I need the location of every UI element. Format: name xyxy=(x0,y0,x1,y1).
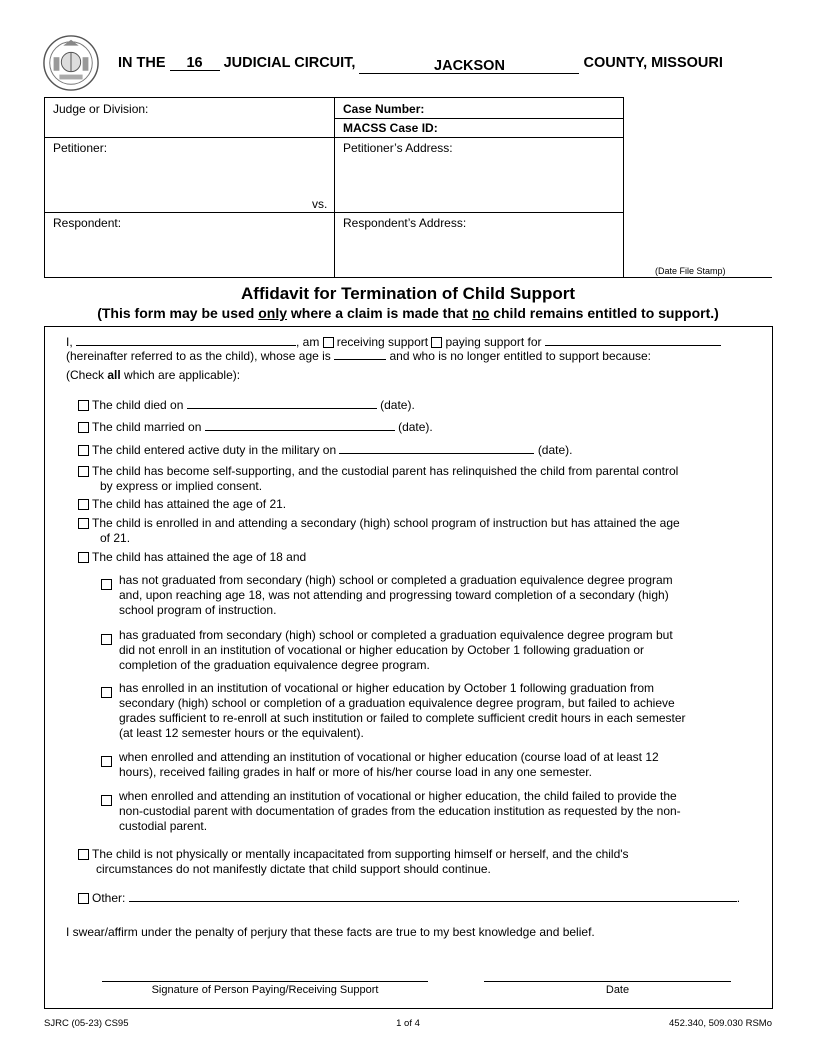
child-married-checkbox[interactable] xyxy=(78,422,89,433)
case-caption-table xyxy=(44,97,624,278)
court-header xyxy=(118,55,723,74)
circuit-number[interactable]: 16 xyxy=(170,56,220,71)
self-supporting-checkbox[interactable] xyxy=(78,466,89,477)
option-age-21: The child has attained the age of 21. xyxy=(78,497,286,512)
graduated-not-enrolled-checkbox[interactable] xyxy=(101,634,112,645)
date-file-stamp-label: (Date File Stamp) xyxy=(655,266,726,276)
intro-line-2: (hereinafter referred to as the child), whose age is and who is no longer entitled to support because: xyxy=(66,349,652,363)
header-prefix: IN THE xyxy=(118,55,166,71)
respondent-address-label[interactable]: Respondent’s Address: xyxy=(343,216,467,230)
respondent-label[interactable]: Respondent: xyxy=(53,216,122,230)
header-county-suffix: COUNTY, MISSOURI xyxy=(583,55,723,71)
case-number-label[interactable]: Case Number: xyxy=(343,102,425,116)
child-age-blank[interactable] xyxy=(334,347,386,360)
option-self-supporting-cont: by express or implied consent. xyxy=(100,479,263,493)
age-18-checkbox[interactable] xyxy=(78,552,89,563)
affiant-name-blank[interactable] xyxy=(76,333,296,346)
oath-statement: I swear/affirm under the penalty of perjury that these facts are true to my best knowledge and belief. xyxy=(66,925,595,939)
no-grade-documentation-checkbox[interactable] xyxy=(101,795,112,806)
not-incapacitated-checkbox[interactable] xyxy=(78,849,89,860)
check-instruction: (Check all which are applicable): xyxy=(66,368,241,382)
date-line[interactable] xyxy=(484,981,731,982)
petitioner-address-label[interactable]: Petitioner’s Address: xyxy=(343,141,453,155)
age-21-checkbox[interactable] xyxy=(78,499,89,510)
judge-division-label[interactable]: Judge or Division: xyxy=(53,102,149,116)
option-not-incapacitated-cont: circumstances do not manifestly dictate that child support should continue. xyxy=(96,862,491,876)
sub-option-failing-grades: when enrolled and attending an institution of vocational or higher education (course load of at least 12 hours), received failing grades in half or more of his/her course load in any one semester. xyxy=(119,750,659,779)
other-reason-blank[interactable] xyxy=(129,889,737,902)
option-enrolled-over-21-cont: of 21. xyxy=(100,531,131,545)
footer-form-id: SJRC (05-23) CS95 xyxy=(44,1018,129,1029)
sub-option-no-grade-documentation: when enrolled and attending an institution of vocational or higher education, the child failed to provide the non-custodial parent with documentation of grades from the education institution as requested by the non- custodial parent. xyxy=(119,789,681,833)
option-age-18: The child has attained the age of 18 and xyxy=(78,550,306,565)
missouri-state-seal xyxy=(42,34,100,92)
insufficient-grades-checkbox[interactable] xyxy=(101,687,112,698)
signature-line[interactable] xyxy=(102,981,428,982)
option-other: Other: . xyxy=(78,889,740,906)
file-stamp-line xyxy=(624,277,772,278)
county-name[interactable]: JACKSON xyxy=(359,59,579,74)
option-child-died: The child died on (date). xyxy=(78,396,415,413)
failing-grades-checkbox[interactable] xyxy=(101,756,112,767)
header-circuit-label: JUDICIAL CIRCUIT, xyxy=(223,55,356,71)
signature-label: Signature of Person Paying/Receiving Support xyxy=(151,984,379,996)
form-title: Affidavit for Termination of Child Support xyxy=(241,284,575,303)
option-enrolled-over-21: The child is enrolled in and attending a secondary (high) school program of instruction but has attained the age xyxy=(78,516,680,531)
form-subtitle: (This form may be used only where a claim is made that no child remains entitled to support.) xyxy=(97,305,719,321)
option-military: The child entered active duty in the military on (date). xyxy=(78,441,573,458)
not-graduated-checkbox[interactable] xyxy=(101,579,112,590)
military-date-blank[interactable] xyxy=(339,441,534,454)
sub-option-not-graduated: has not graduated from secondary (high) school or completed a graduation equivalence degree program and, upon reaching age 18, was not attending and progressing toward completion of a secondary (high) school program of instruction. xyxy=(119,573,673,617)
petitioner-label[interactable]: Petitioner: xyxy=(53,141,108,155)
child-died-checkbox[interactable] xyxy=(78,400,89,411)
footer-statute: 452.340, 509.030 RSMo xyxy=(669,1018,772,1029)
marriage-date-blank[interactable] xyxy=(205,418,395,431)
intro-line-1: I, , am receiving support paying support for xyxy=(66,333,721,350)
option-not-incapacitated: The child is not physically or mentally incapacitated from supporting himself or herself, and the child's xyxy=(78,847,629,862)
military-checkbox[interactable] xyxy=(78,445,89,456)
child-name-blank[interactable] xyxy=(545,333,721,346)
option-self-supporting: The child has become self-supporting, and the custodial parent has relinquished the child from parental control xyxy=(78,464,678,479)
date-label: Date xyxy=(605,984,630,996)
option-child-married: The child married on (date). xyxy=(78,418,433,435)
versus-label: vs. xyxy=(312,197,328,211)
enrolled-over-21-checkbox[interactable] xyxy=(78,518,89,529)
macss-case-id-label[interactable]: MACSS Case ID: xyxy=(343,121,438,135)
sub-option-graduated-not-enrolled: has graduated from secondary (high) school or completed a graduation equivalence degree program but did not enroll in an institution of vocational or higher education by October 1 following graduation or completion of the graduation equivalence degree program. xyxy=(119,628,673,672)
sub-option-insufficient-grades: has enrolled in an institution of vocational or higher education by October 1 following graduation from secondary (high) school or completion of a graduation equivalence degree program, but failed to achieve grades sufficient to re-enroll at such institution or failed to complete sufficient credit hours in each semester (at least 12 semester hours or the equivalent). xyxy=(119,681,686,740)
death-date-blank[interactable] xyxy=(187,396,377,409)
footer-page-number: 1 of 4 xyxy=(396,1018,420,1029)
other-checkbox[interactable] xyxy=(78,893,89,904)
